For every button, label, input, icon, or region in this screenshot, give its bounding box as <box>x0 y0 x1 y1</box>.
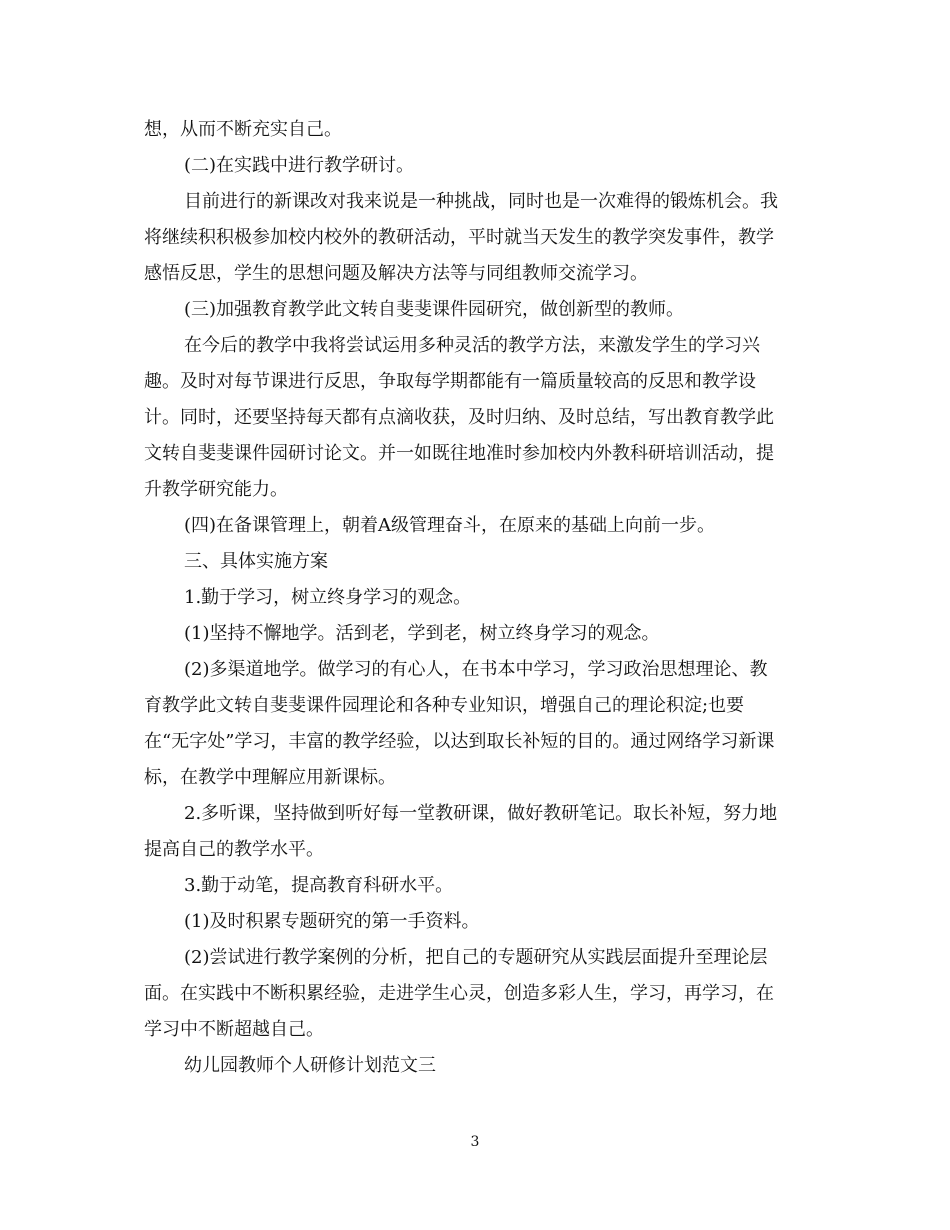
text-line: 2.多听课，坚持做到听好每一堂教研课，做好教研笔记。取长补短，努力地 <box>184 803 778 824</box>
text-line: (四)在备课管理上，朝着A级管理奋斗，在原来的基础上向前一步。 <box>184 515 716 536</box>
text-line: 文转自斐斐课件园研讨论文。并一如既往地准时参加校内外教科研培训活动，提 <box>144 443 774 464</box>
text-line: 感悟反思，学生的思想问题及解决方法等与同组教师交流学习。 <box>144 263 648 284</box>
text-line: (1)及时积累专题研究的第一手资料。 <box>184 911 480 932</box>
text-line: 趣。及时对每节课进行反思，争取每学期都能有一篇质量较高的反思和教学设 <box>144 371 756 392</box>
text-line: (三)加强教育教学此文转自斐斐课件园研究，做创新型的教师。 <box>184 299 685 320</box>
text-line: 在“无字处”学习，丰富的教学经验，以达到取长补短的目的。通过网络学习新课 <box>144 731 775 752</box>
text-line: 在今后的教学中我将尝试运用多种灵活的教学方法，来激发学生的学习兴 <box>184 335 760 356</box>
text-line: 提高自己的教学水平。 <box>144 839 324 860</box>
text-line: 幼儿园教师个人研修计划范文三 <box>184 1055 436 1076</box>
text-line: 面。在实践中不断积累经验，走进学生心灵，创造多彩人生，学习，再学习，在 <box>144 983 774 1004</box>
text-line: (二)在实践中进行教学研讨。 <box>184 155 415 176</box>
text-line: (2)多渠道地学。做学习的有心人，在书本中学习，学习政治思想理论、教 <box>184 659 768 680</box>
text-line: 升教学研究能力。 <box>144 479 288 500</box>
text-line: 育教学此文转自斐斐课件园理论和各种专业知识，增强自己的理论积淀;也要 <box>144 695 745 716</box>
text-line: 想，从而不断充实自己。 <box>144 119 342 140</box>
document-body <box>144 112 808 1084</box>
text-line: 1.勤于学习，树立终身学习的观念。 <box>184 587 472 608</box>
text-line: 3.勤于动笔，提高教育科研水平。 <box>184 875 454 896</box>
text-line: 将继续积积极参加校内校外的教研活动，平时就当天发生的教学突发事件，教学 <box>144 227 774 248</box>
text-line: 三、具体实施方案 <box>184 551 328 572</box>
page-number: 3 <box>470 1134 480 1150</box>
text-line: 目前进行的新课改对我来说是一种挑战，同时也是一次难得的锻炼机会。我 <box>184 191 778 212</box>
text-line: 计。同时，还要坚持每天都有点滴收获，及时归纳、及时总结，写出教育教学此 <box>144 407 774 428</box>
text-line: (1)坚持不懈地学。活到老，学到老，树立终身学习的观念。 <box>184 623 660 644</box>
text-line: 标，在教学中理解应用新课标。 <box>144 767 396 788</box>
text-line: (2)尝试进行教学案例的分析，把自己的专题研究从实践层面提升至理论层 <box>184 947 768 968</box>
text-line: 学习中不断超越自己。 <box>144 1019 324 1040</box>
